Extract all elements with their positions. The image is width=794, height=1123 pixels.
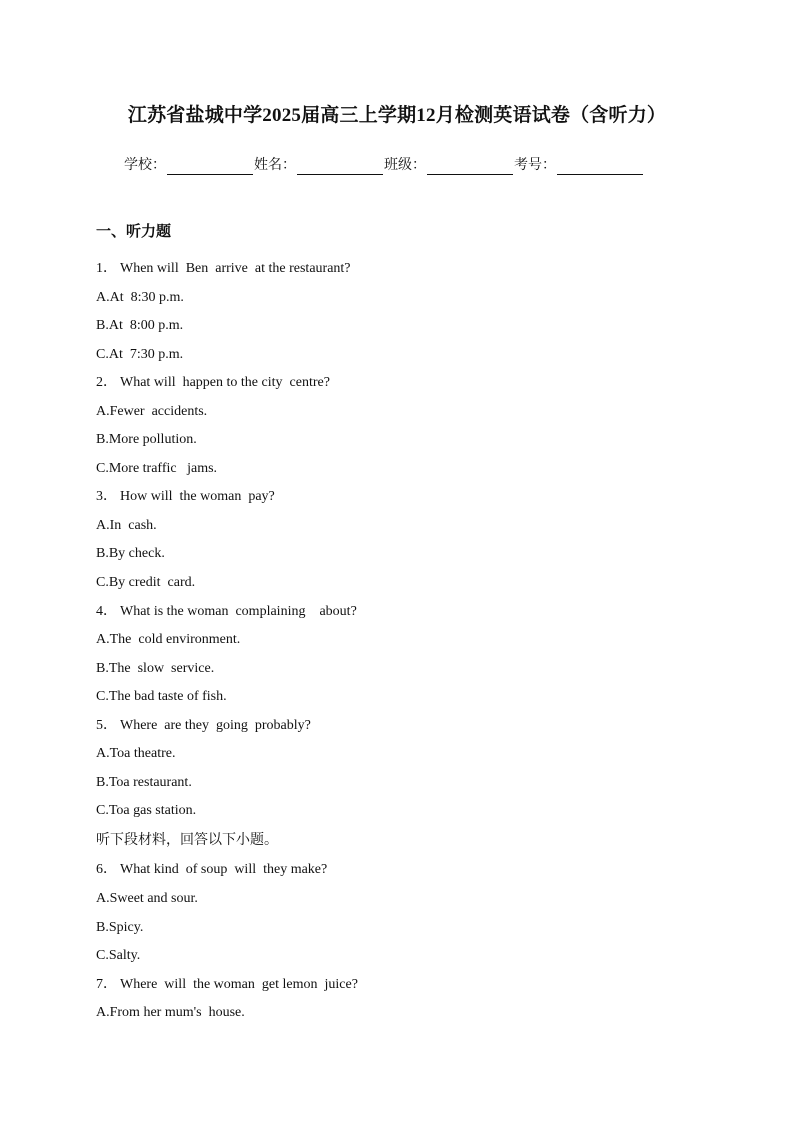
question-3 (96, 486, 716, 515)
option-c: C.More traffic jams. (96, 460, 218, 476)
option-b: B.The slow service. (96, 660, 215, 676)
option-a: A.The cold environment. (96, 632, 241, 648)
question-5 (96, 715, 716, 744)
question-4 (96, 601, 716, 630)
question-text: Where will the woman get lemon juice? (120, 976, 358, 992)
question-list (96, 258, 716, 1031)
exam-number-label: 考号： (514, 157, 556, 173)
option-b: B.Spicy. (96, 919, 144, 935)
name-label: 姓名： (254, 157, 296, 173)
option-c: C.The bad taste of fish. (96, 689, 227, 705)
option-b: B.More pollution. (96, 432, 197, 448)
option-c: C.Toa gas station. (96, 803, 197, 819)
question-number: 4． (96, 603, 117, 619)
question-text: What will happen to the city centre? (120, 375, 330, 391)
option-b: B.By check. (96, 546, 165, 562)
class-label: 班级： (384, 157, 426, 173)
question-text: What is the woman complaining about? (120, 603, 357, 619)
option-c: C.Salty. (96, 948, 141, 964)
option-a: A.From her mum's house. (96, 1005, 245, 1021)
option-a: A.Toa theatre. (96, 746, 176, 762)
question-number: 2． (96, 375, 117, 391)
student-info-row (124, 151, 644, 175)
school-blank-line (167, 156, 253, 175)
option-a: A.At 8:30 p.m. (96, 289, 184, 305)
option-c: C.At 7:30 p.m. (96, 346, 184, 362)
listening-section-title: 一、听力题 (96, 222, 172, 240)
class-blank-line (427, 156, 513, 175)
option-a: A.Fewer accidents. (96, 403, 208, 419)
question-number: 5． (96, 717, 117, 733)
question-number: 3． (96, 489, 117, 505)
question-2 (96, 372, 716, 401)
question-number: 1． (96, 261, 117, 276)
exam-number-blank-line (557, 156, 643, 175)
question-text: What kind of soup will they make? (120, 862, 328, 878)
question-number: 7． (96, 976, 117, 992)
name-blank-line (297, 156, 383, 175)
document-title: 江苏省盐城中学2025届高三上学期12月检测英语试卷（含听力） (127, 105, 667, 126)
question-1 (96, 258, 716, 287)
school-label: 学校： (124, 157, 166, 173)
question-7 (96, 974, 716, 1003)
listening-instruction: 听下段材料，回答以下小题。 (96, 831, 278, 848)
option-a: A.In cash. (96, 517, 157, 533)
option-c: C.By credit card. (96, 575, 196, 591)
option-b: B.At 8:00 p.m. (96, 318, 184, 334)
option-b: B.Toa restaurant. (96, 774, 192, 790)
question-6 (96, 859, 716, 888)
question-text: Where are they going probably? (120, 717, 311, 733)
option-a: A.Sweet and sour. (96, 890, 198, 906)
question-text: How will the woman pay? (120, 489, 275, 505)
question-text: When will Ben arrive at the restaurant? (120, 261, 351, 276)
question-number: 6． (96, 862, 117, 878)
